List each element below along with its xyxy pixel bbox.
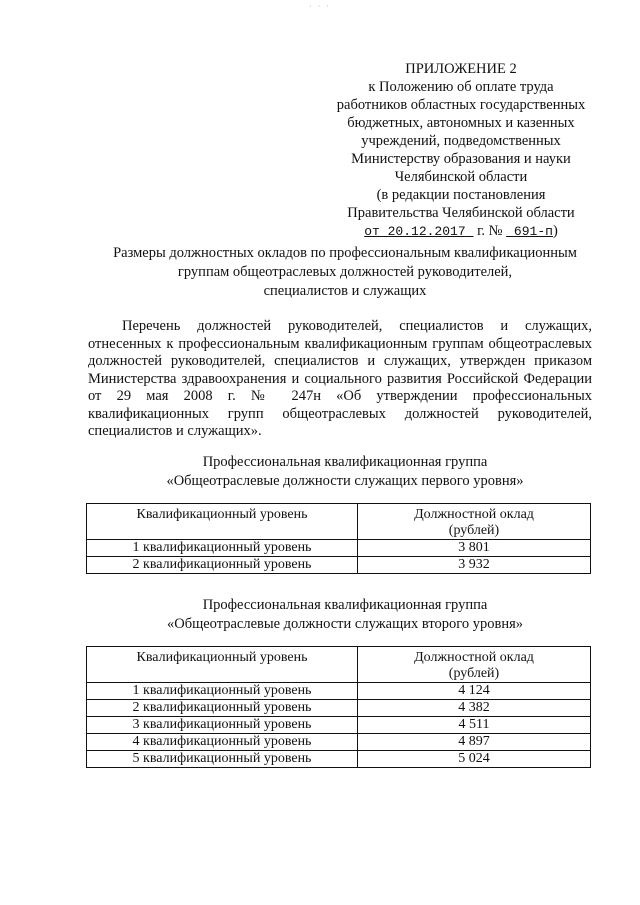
cell-salary: 4 382 [358,700,591,717]
appendix-heading: ПРИЛОЖЕНИЕ 2 [405,61,517,77]
appendix-line: Правительства Челябинской области [347,205,575,221]
close-paren: ) [552,223,558,239]
cell-salary: 4 511 [358,717,591,734]
table-row [87,734,591,751]
resolution-date [380,224,474,239]
cell-level: 3 квалификационный уровень [87,717,358,734]
cell-salary: 5 024 [358,751,591,768]
date-prefix: от [364,224,380,239]
col-header-level: Квалификационный уровень [87,504,358,540]
table-header-row [87,504,591,540]
col-header-salary [358,647,591,683]
cell-level: 4 квалификационный уровень [87,734,358,751]
appendix-line: учреждений, подведомственных [361,133,561,149]
col-header-salary [358,504,591,540]
appendix-line: работников областных государственных [336,97,586,113]
group-title-line: «Общеотраслевые должности служащих первого уровня» [166,473,524,489]
cell-salary: 3 932 [358,557,591,574]
cell-salary: 4 897 [358,734,591,751]
cell-salary: 3 801 [358,540,591,557]
table-row [87,683,591,700]
col-header-salary-unit: (рублей) [448,523,500,538]
table-row [87,700,591,717]
appendix-line: (в редакции постановления [376,187,546,203]
title-line: группам общеотраслевых должностей руководителей, [177,264,513,280]
cell-level: 5 квалификационный уровень [87,751,358,768]
group-title-line: Профессиональная квалификационная группа [202,454,488,470]
cell-level: 2 квалификационный уровень [87,700,358,717]
cell-level: 1 квалификационный уровень [87,540,358,557]
group-1-title [80,453,610,491]
group-title-line: «Общеотраслевые должности служащих второго уровня» [166,616,524,632]
group-title-line: Профессиональная квалификационная группа [202,597,488,613]
group-2-title [80,596,610,634]
resolution-number [506,224,553,239]
cell-salary: 4 124 [358,683,591,700]
table-row [87,717,591,734]
date-suffix: г. № [477,223,503,239]
col-header-level: Квалификационный уровень [87,647,358,683]
resolution-number-value: 691-п [513,224,553,239]
col-header-salary-line: Должностной оклад [414,507,534,522]
appendix-line: Министерству образования и науки [351,151,571,167]
cell-level: 2 квалификационный уровень [87,557,358,574]
table-header-row [87,647,591,683]
appendix-line: Челябинской области [394,169,528,185]
title-line: Размеры должностных окладов по профессиональным квалификационным [113,245,577,261]
salary-table-group-2 [86,646,591,768]
col-header-salary-line: Должностной оклад [414,650,534,665]
appendix-line: к Положению об оплате труда [368,79,554,95]
cell-level: 1 квалификационный уровень [87,683,358,700]
title-line: специалистов и служащих [263,283,427,299]
col-header-salary-unit: (рублей) [448,666,500,681]
document-title [90,244,600,301]
table-row [87,540,591,557]
resolution-date-line [326,222,596,241]
table-row [87,751,591,768]
appendix-header [326,60,596,241]
scan-mark: · · · [309,2,331,11]
table-row [87,557,591,574]
intro-paragraph: Перечень должностей руководителей, специалистов и служащих, отнесенных к профессиональным квалификационным группам общеотраслевых должностей руководителей, специалистов и служащих, утвержден приказом Министерства здравоохранения и социального развития Российской Федерации от 29 мая 2008 г. № 247н «Об утверждении профессиональных квалификационных групп общеотраслевых должностей руководителей, специалистов и служащих». [88,318,592,439]
salary-table-group-1 [86,503,591,574]
resolution-date-value: 20.12.2017 [387,224,466,239]
appendix-line: бюджетных, автономных и казенных [347,115,575,131]
